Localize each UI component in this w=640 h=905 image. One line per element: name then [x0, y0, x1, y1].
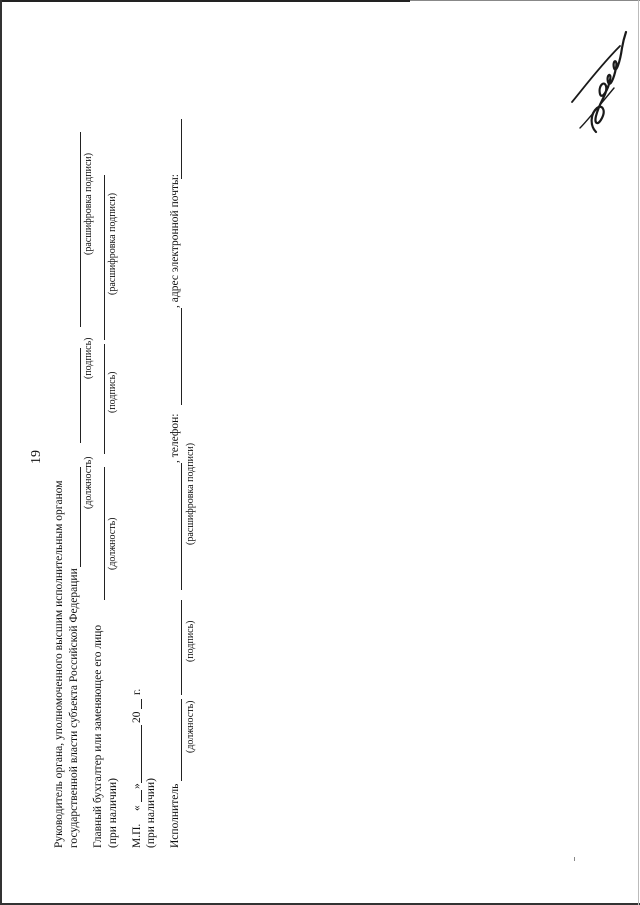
head-decoding-caption: (расшифровка подписи) [83, 152, 94, 255]
date-month-line [141, 725, 142, 783]
accountant-note: (при наличии) [107, 778, 119, 848]
executor-position-line [181, 699, 182, 781]
accountant-position-caption: (должность) [107, 517, 118, 570]
accountant-signature-caption: (подпись) [107, 371, 118, 413]
date-year-prefix: 20 [131, 711, 143, 723]
executor-phone-line [181, 308, 182, 405]
executor-label: Исполнитель [169, 783, 181, 848]
accountant-signature-line [104, 344, 105, 454]
executor-email-label: , адрес электронной почты: [169, 174, 181, 308]
handwritten-signature-mark [560, 28, 632, 138]
head-position-line [80, 467, 81, 567]
executor-email-line [181, 119, 182, 179]
head-title-line1: Руководитель органа, уполномоченного высшим исполнительным органом [53, 480, 65, 848]
head-title-line2: государственной власти субъекта Российской Федерации [68, 568, 80, 848]
accountant-decoding-caption: (расшифровка подписи) [107, 192, 118, 295]
executor-decoding-caption: (расшифровка подписи) [185, 442, 196, 545]
accountant-title: Главный бухгалтер или заменяющее его лицо [92, 624, 104, 848]
head-signature-line [80, 348, 81, 443]
executor-phone-label: , телефон: [169, 413, 181, 463]
accountant-position-line [104, 467, 105, 600]
head-decoding-line [80, 132, 81, 327]
page-number: 19 [29, 450, 44, 464]
accountant-decoding-line [104, 175, 105, 340]
executor-signature-caption: (подпись) [185, 620, 196, 662]
date-quote-close: » [131, 783, 143, 789]
executor-position-caption: (должность) [185, 700, 196, 753]
stamp-note: (при наличии) [145, 778, 157, 848]
executor-decoding-line [181, 463, 182, 590]
date-year-line [141, 699, 142, 709]
date-year-suffix: г. [131, 688, 143, 695]
stamp-mp: М.П. [131, 823, 143, 848]
scan-speck [574, 857, 575, 861]
head-signature-caption: (подпись) [83, 337, 94, 379]
head-position-caption: (должность) [83, 456, 94, 509]
executor-signature-line [181, 600, 182, 695]
date-quote-open: « [131, 805, 143, 811]
date-day-line [141, 790, 142, 802]
